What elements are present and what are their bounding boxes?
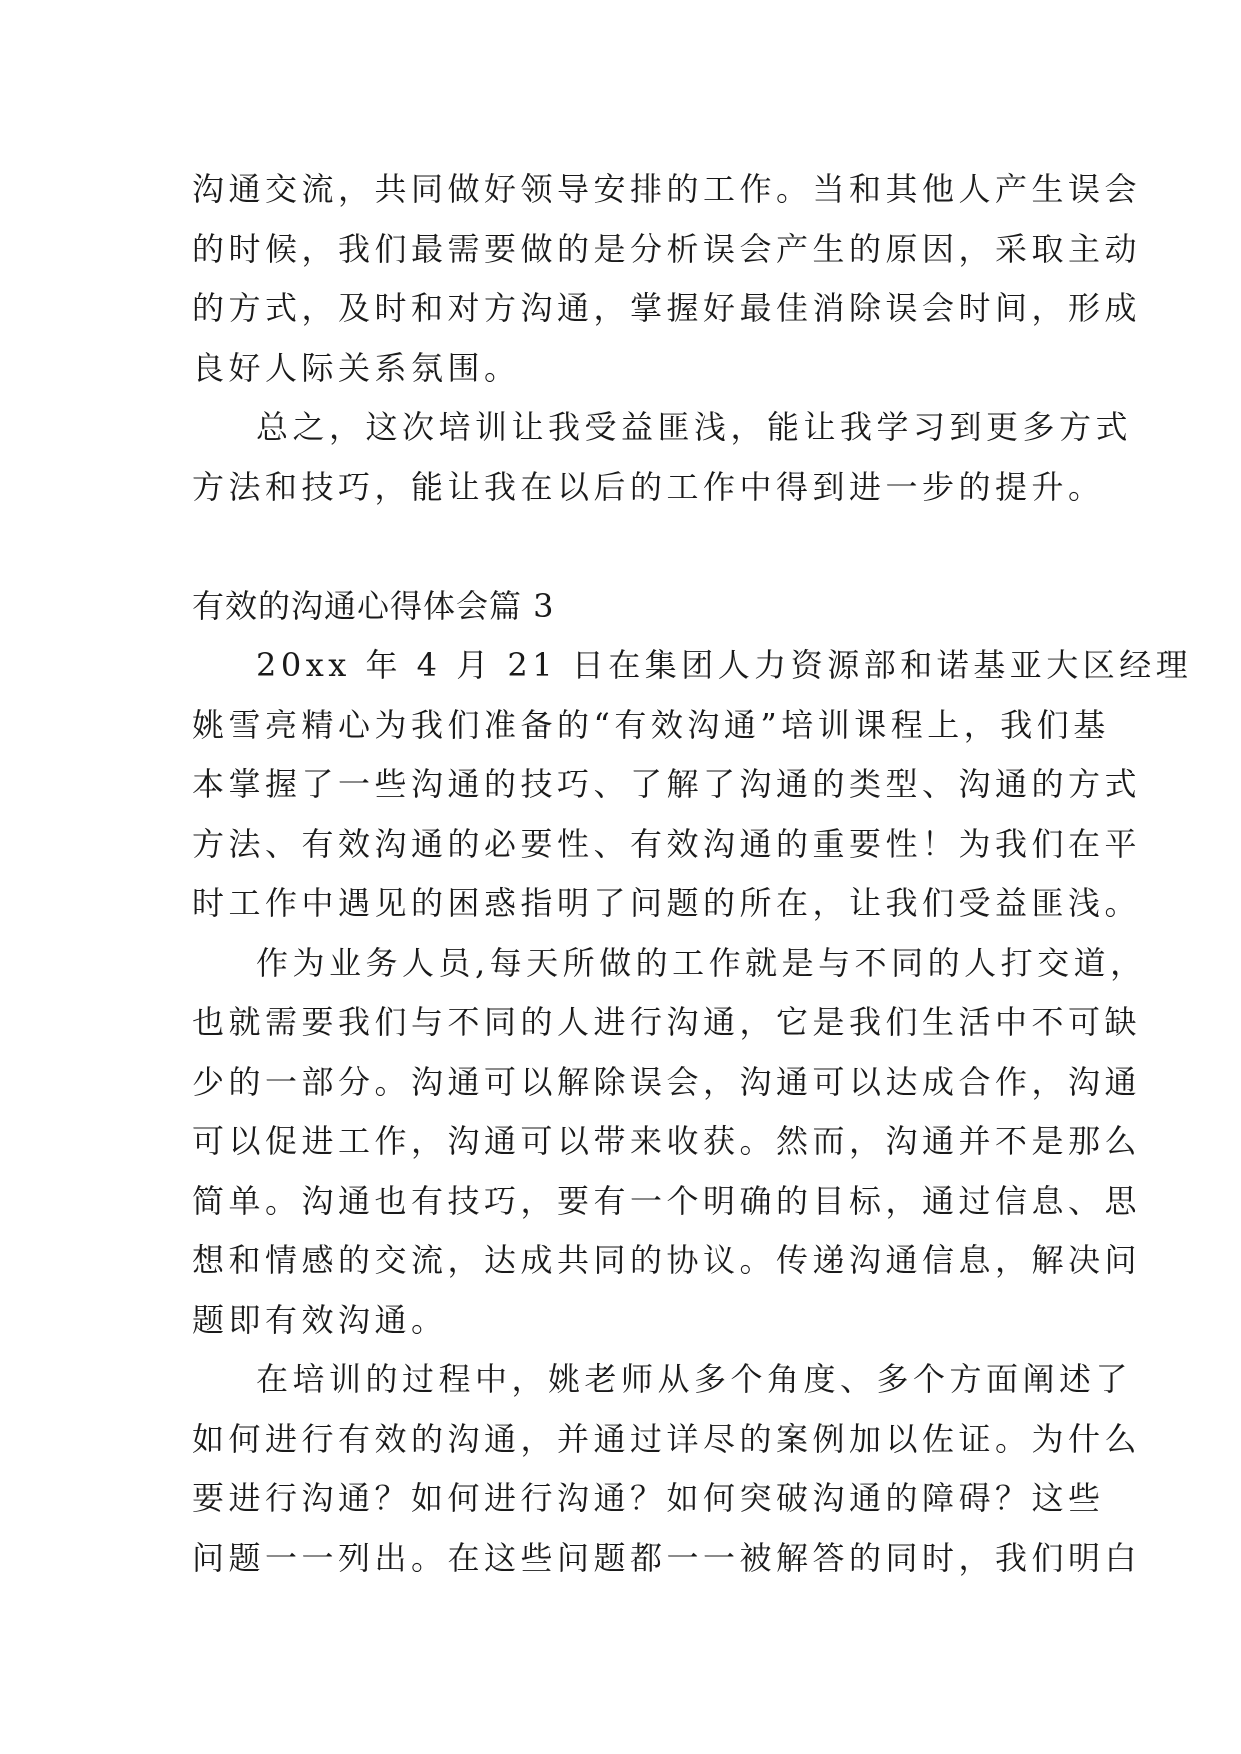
paragraph-line: 时工作中遇见的困惑指明了问题的所在，让我们受益匪浅。: [192, 884, 1142, 922]
paragraph-line: 想和情感的交流，达成共同的协议。传递沟通信息，解决问: [192, 1241, 1142, 1279]
paragraph-line: 如何进行有效的沟通，并通过详尽的案例加以佐证。为什么: [192, 1419, 1142, 1458]
paragraph-line: 姚雪亮精心为我们准备的“有效沟通”培训课程上，我们基: [192, 705, 1110, 744]
paragraph-line: 在培训的过程中，姚老师从多个角度、多个方面阐述了: [256, 1360, 1133, 1398]
section-heading: 有效的沟通心得体会篇 3: [192, 586, 555, 625]
paragraph-line: 方法、有效沟通的必要性、有效沟通的重要性！为我们在平: [192, 824, 1142, 863]
paragraph-line: 的时候，我们最需要做的是分析误会产生的原因，采取主动: [192, 229, 1142, 268]
paragraph-line: 总之，这次培训让我受益匪浅，能让我学习到更多方式: [256, 408, 1133, 446]
paragraph-line: 可以促进工作，沟通可以带来收获。然而，沟通并不是那么: [192, 1122, 1142, 1160]
paragraph-line: 要进行沟通？如何进行沟通？如何突破沟通的障碍？这些: [192, 1479, 1105, 1517]
paragraph-line: 本掌握了一些沟通的技巧、了解了沟通的类型、沟通的方式: [192, 765, 1142, 803]
paragraph-line: 也就需要我们与不同的人进行沟通，它是我们生活中不可缺: [192, 1003, 1142, 1041]
paragraph-line: 作为业务人员,每天所做的工作就是与不同的人打交道，: [256, 943, 1147, 982]
paragraph-line: 简单。沟通也有技巧，要有一个明确的目标，通过信息、思: [192, 1181, 1142, 1220]
document-body: [192, 160, 1193, 1588]
section-spacer: [192, 517, 1058, 577]
paragraph-line: 良好人际关系氛围。: [192, 348, 521, 387]
paragraph-line: 题即有效沟通。: [192, 1300, 448, 1339]
paragraph-line: 问题一一列出。在这些问题都一一被解答的同时，我们明白: [192, 1538, 1142, 1577]
paragraph-line: 沟通交流，共同做好领导安排的工作。当和其他人产生误会: [192, 170, 1142, 208]
paragraph-line: 方法和技巧，能让我在以后的工作中得到进一步的提升。: [192, 467, 1105, 506]
paragraph-line: 20xx 年 4 月 21 日在集团人力资源部和诺基亚大区经理: [256, 646, 1193, 684]
paragraph-line: 少的一部分。沟通可以解除误会，沟通可以达成合作，沟通: [192, 1062, 1142, 1101]
paragraph-line: 的方式，及时和对方沟通，掌握好最佳消除误会时间，形成: [192, 289, 1142, 327]
